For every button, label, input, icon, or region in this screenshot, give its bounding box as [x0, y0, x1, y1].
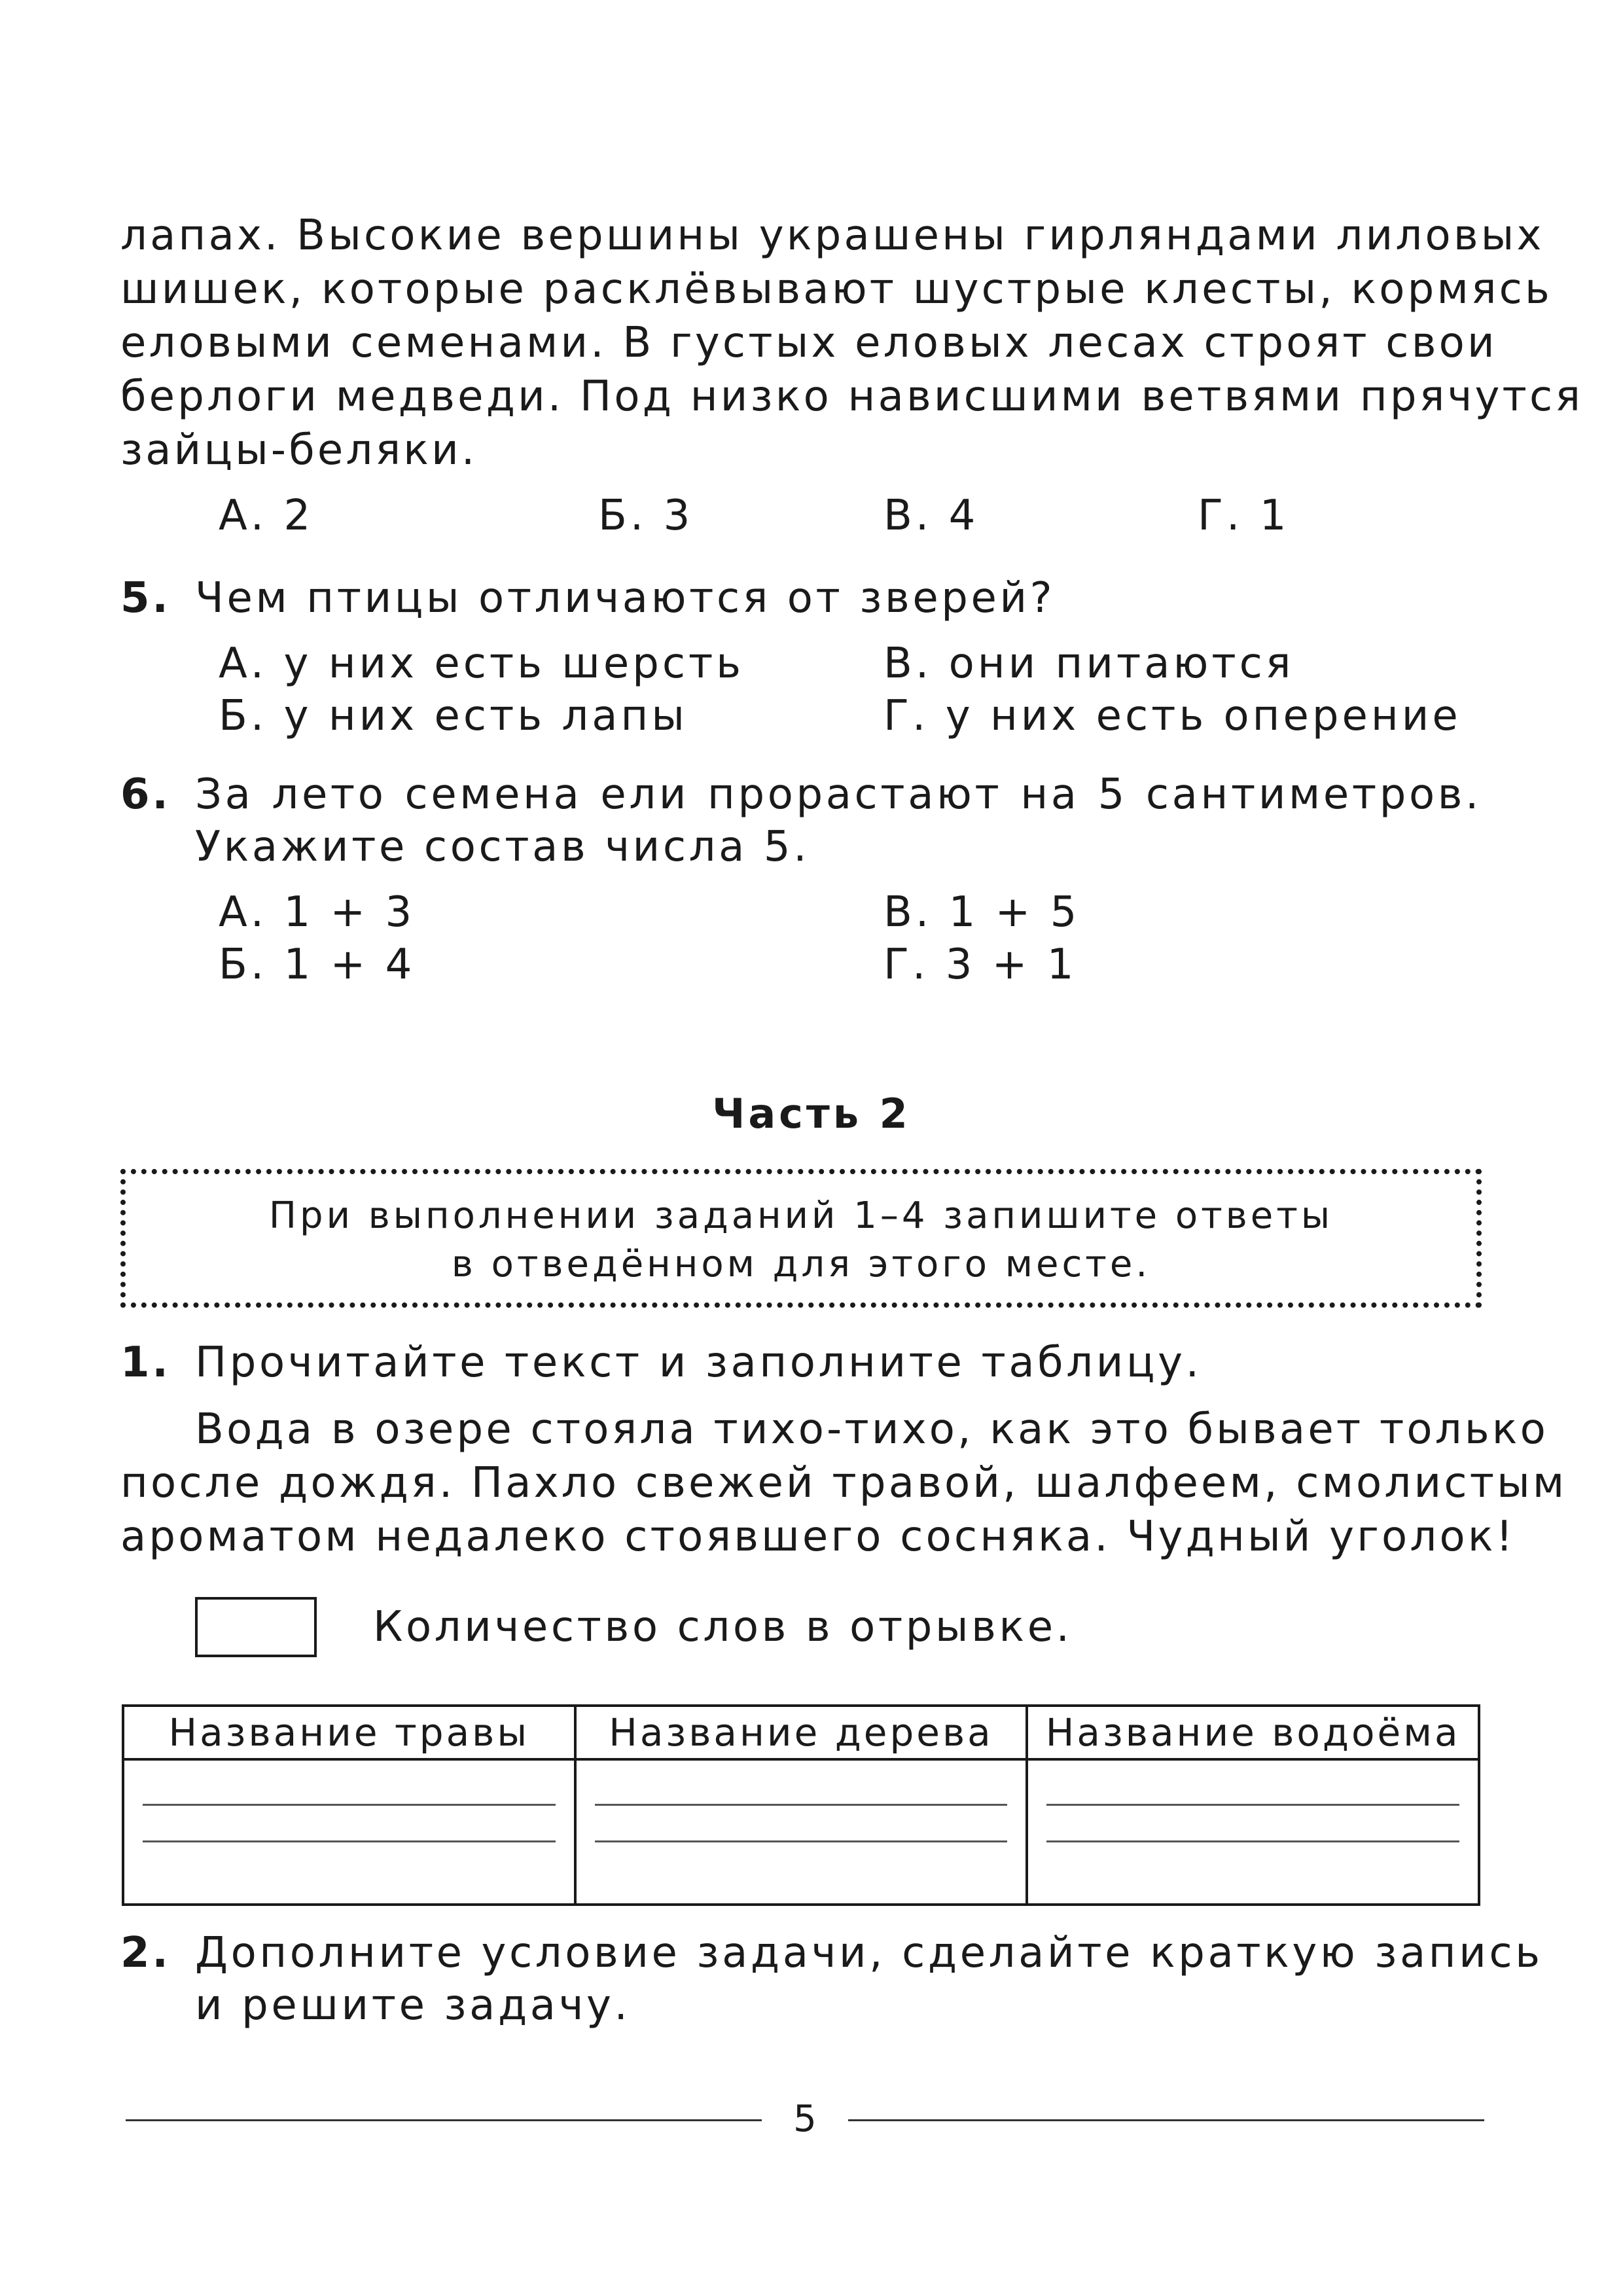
option-g: Г. у них есть оперение: [883, 692, 1461, 740]
question-number: 6.: [120, 770, 171, 819]
passage-line: Вода в озере стояла тихо-тихо, как это бывает только: [195, 1405, 1549, 1454]
instruction-box: [120, 1169, 1482, 1308]
instruction-line: При выполнении заданий 1–4 запишите ответы: [268, 1194, 1334, 1237]
answer-cell-waterbody[interactable]: [1027, 1759, 1479, 1905]
option-a: А. 1 + 3: [219, 888, 416, 937]
table-header: Название травы: [123, 1706, 575, 1759]
option-a: А. 2: [219, 492, 314, 540]
passage-line: после дождя. Пахло свежей травой, шалфеем, смолистым: [120, 1459, 1567, 1507]
answer-cell-grass[interactable]: [123, 1759, 575, 1905]
answer-line: [143, 1840, 556, 1842]
intro-line: зайцы-беляки.: [120, 426, 478, 475]
option-v: В. 4: [883, 492, 979, 540]
question-text: Чем птицы отличаются от зверей?: [195, 574, 1056, 622]
option-g: Г. 1: [1198, 492, 1290, 540]
option-a: А. у них есть шерсть: [219, 639, 744, 688]
task-text-line: Дополните условие задачи, сделайте краткую запись: [195, 1929, 1543, 1977]
answer-line: [1046, 1804, 1459, 1806]
answer-table: [122, 1704, 1480, 1906]
footer-rule-right: [848, 2119, 1484, 2121]
answer-line: [143, 1804, 556, 1806]
answer-line: [595, 1840, 1008, 1842]
task-number: 2.: [120, 1929, 171, 1977]
question-number: 5.: [120, 574, 171, 622]
intro-line: еловыми семенами. В густых еловых лесах строят свои: [120, 319, 1497, 367]
footer-rule-left: [126, 2119, 762, 2121]
option-v: В. они питаются: [883, 639, 1294, 688]
passage-line: ароматом недалеко стоявшего сосняка. Чудный уголок!: [120, 1513, 1516, 1561]
answer-cell-tree[interactable]: [575, 1759, 1027, 1905]
answer-line: [1046, 1840, 1459, 1842]
task-text: Прочитайте текст и заполните таблицу.: [195, 1338, 1202, 1387]
intro-line: лапах. Высокие вершины украшены гирляндами лиловых: [120, 211, 1544, 260]
intro-line: шишек, которые расклёвывают шустрые клесты, кормясь: [120, 265, 1552, 314]
intro-line: берлоги медведи. Под низко нависшими ветвями прячутся: [120, 372, 1584, 421]
option-v: В. 1 + 5: [883, 888, 1080, 937]
option-b: Б. у них есть лапы: [219, 692, 688, 740]
task-text-line: и решите задачу.: [195, 1981, 631, 2030]
question-text-line: Укажите состав числа 5.: [195, 823, 810, 871]
task-number: 1.: [120, 1338, 171, 1387]
question-text-line: За лето семена ели прорастают на 5 сантиметров.: [195, 770, 1482, 819]
page-number: 5: [793, 2098, 817, 2140]
instruction-line: в отведённом для этого месте.: [451, 1243, 1151, 1285]
table-header: Название дерева: [575, 1706, 1027, 1759]
option-b: Б. 3: [598, 492, 694, 540]
section-title: Часть 2: [712, 1090, 911, 1138]
word-count-label: Количество слов в отрывке.: [373, 1603, 1073, 1651]
option-b: Б. 1 + 4: [219, 941, 416, 989]
word-count-answer-box[interactable]: [195, 1597, 317, 1657]
answer-line: [595, 1804, 1008, 1806]
table-header: Название водоёма: [1027, 1706, 1479, 1759]
option-g: Г. 3 + 1: [883, 941, 1077, 989]
